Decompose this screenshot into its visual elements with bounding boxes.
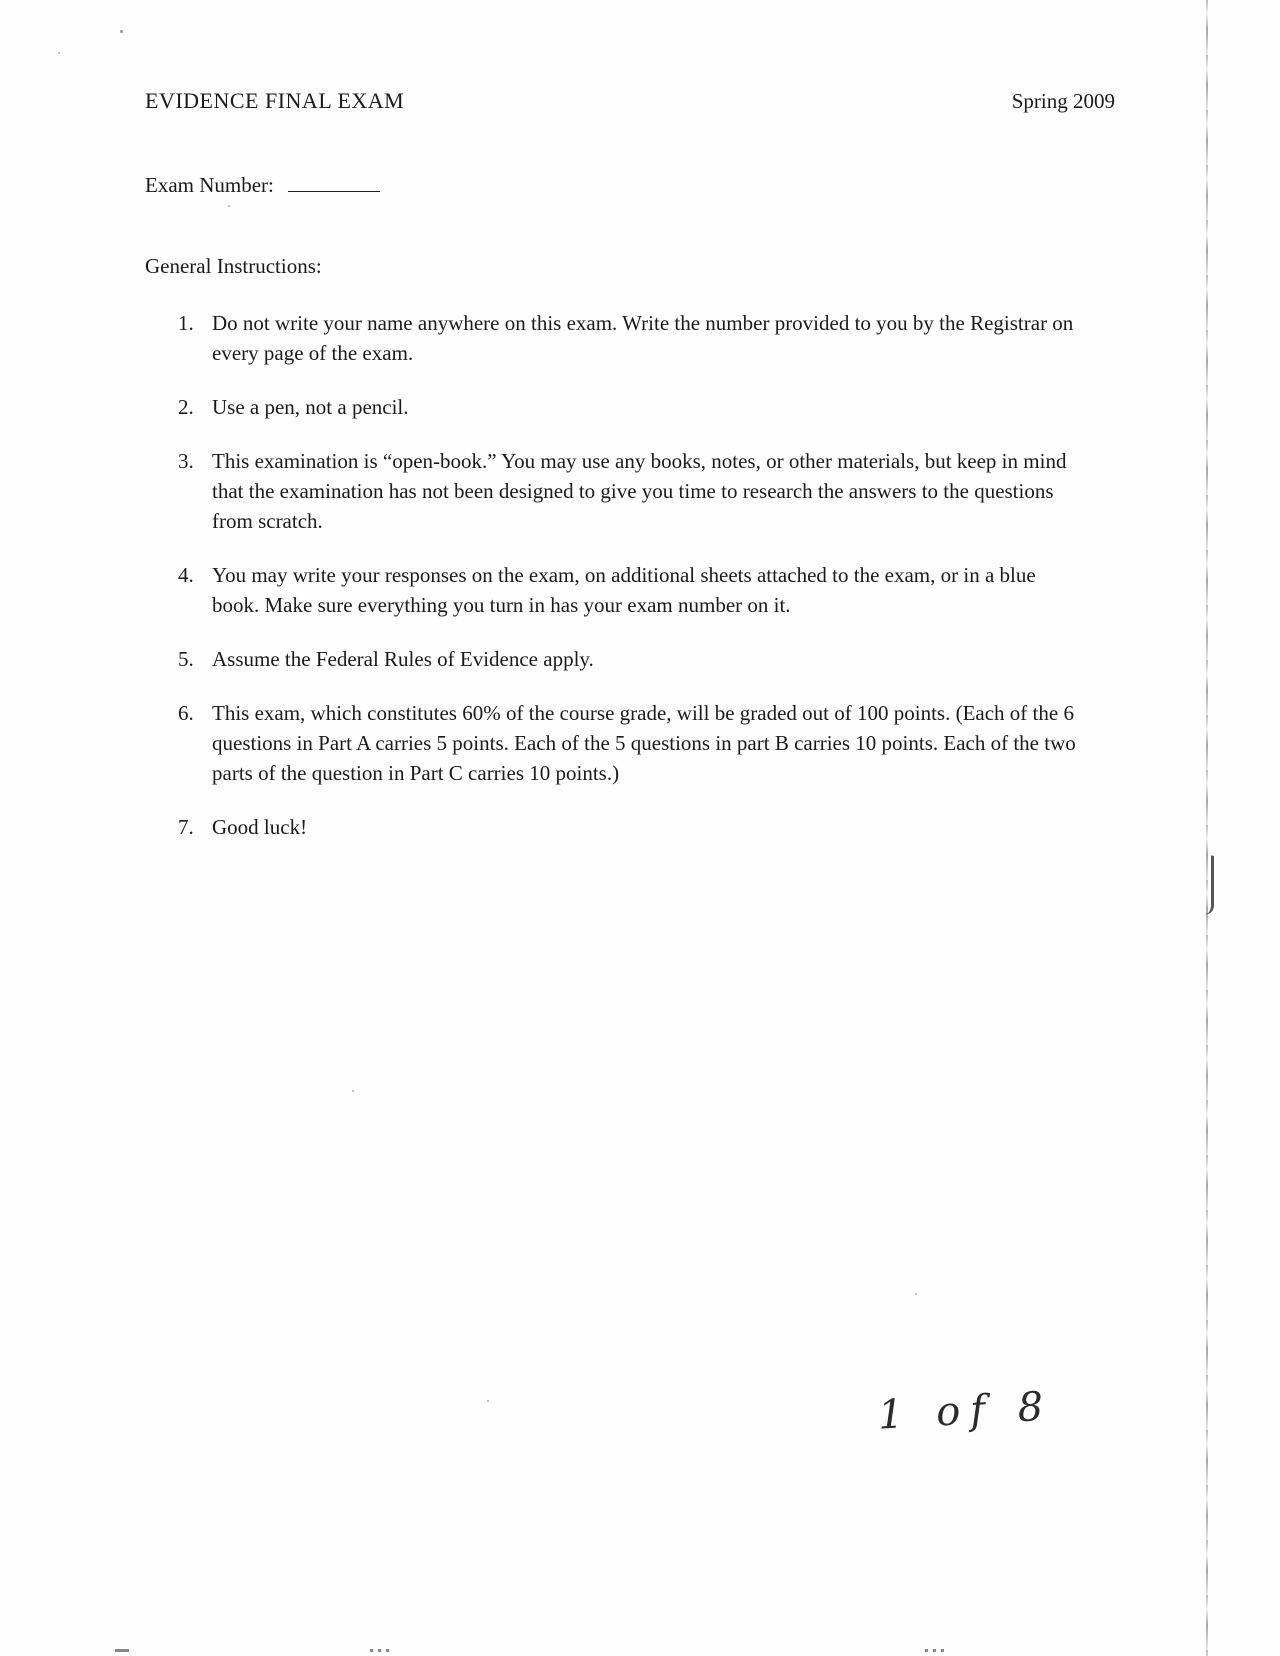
instructions-heading: General Instructions: [145,254,322,278]
scan-artifact-speck [228,205,230,207]
document-term: Spring 2009 [1011,89,1115,113]
document-header [145,88,1115,114]
instruction-number: 4. [178,563,194,587]
scan-artifact-speck [915,1293,917,1295]
scan-artifact-speck [120,30,123,33]
instruction-text: Do not write your name anywhere on this exam. Write the number provided to you by the Registrar on every page of the exam. [212,311,1074,365]
instruction-item [178,446,1083,536]
instruction-number: 6. [178,701,194,725]
instructions-list [178,308,1083,866]
instruction-number: 5. [178,647,194,671]
scan-artifact-vertical-line [1206,0,1208,1656]
instruction-item [178,560,1083,620]
scan-artifact-speck [58,52,60,54]
instruction-text: Assume the Federal Rules of Evidence apply. [212,647,594,671]
instruction-number: 1. [178,311,194,335]
instruction-item [178,644,1083,674]
document-title: EVIDENCE FINAL EXAM [145,88,405,113]
instruction-text: This examination is “open-book.” You may use any books, notes, or other materials, but keep in mind that the examination has not been designed to give you time to research the answers to the questions from scratch. [212,449,1067,533]
scan-artifact-bottom-marks [0,1648,1280,1652]
instruction-text: Good luck! [212,815,308,839]
instruction-text: Use a pen, not a pencil. [212,395,409,419]
scan-artifact-speck [487,1400,489,1402]
instruction-item [178,392,1083,422]
instruction-number: 2. [178,395,194,419]
exam-number-blank-line [288,172,380,192]
instruction-item [178,812,1083,842]
instruction-text: This exam, which constitutes 60% of the course grade, will be graded out of 100 points. (Each of the 6 questions in Part A carries 5 points. Each of the 5 questions in part B carries 10 points. Each of the two parts of the question in Part C carries 10 points.) [212,701,1076,785]
instruction-item [178,308,1083,368]
instruction-number: 7. [178,815,194,839]
instruction-item [178,698,1083,788]
handwritten-page-number: 1 of 8 [876,1383,1055,1439]
instruction-number: 3. [178,449,194,473]
scan-artifact-speck [352,1090,354,1092]
exam-number-label: Exam Number: [145,173,274,197]
scan-artifact-hook-mark [1204,854,1214,915]
instruction-text: You may write your responses on the exam, on additional sheets attached to the exam, or in a blue book. Make sure everything you turn in has your exam number on it. [212,563,1036,617]
exam-number-row [145,172,380,198]
